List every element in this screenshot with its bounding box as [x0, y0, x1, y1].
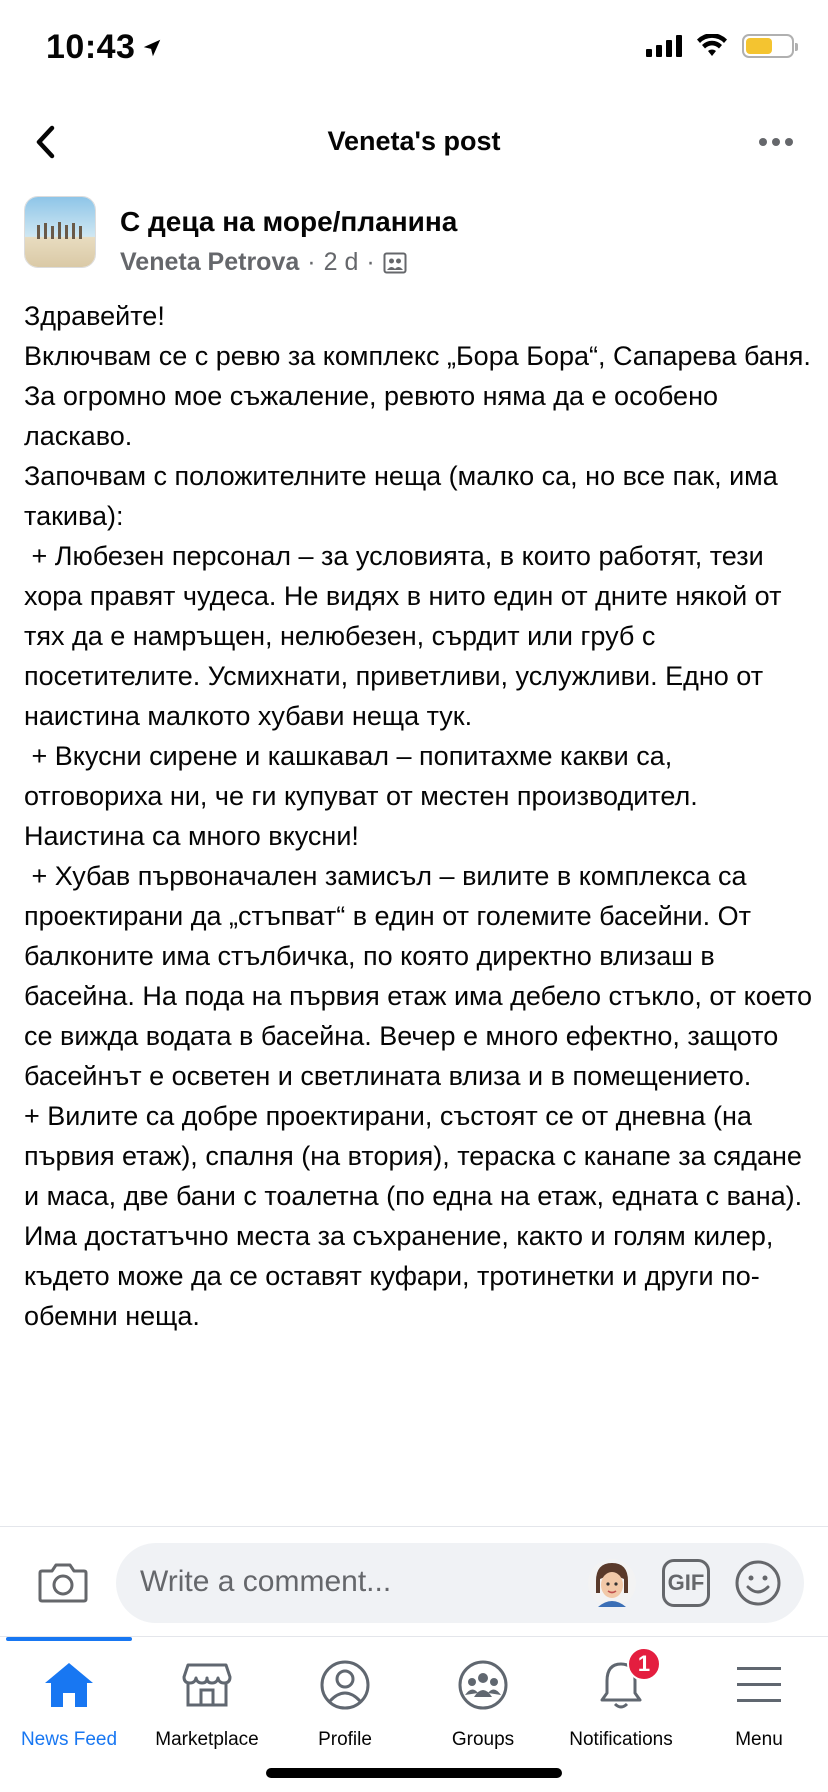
tab-label: Groups [451, 1729, 515, 1750]
wifi-icon [696, 34, 728, 58]
groups-icon [453, 1655, 513, 1715]
tab-label: Marketplace [155, 1729, 259, 1750]
group-name[interactable]: С деца на море/планина [120, 206, 458, 237]
group-photo-icon [25, 197, 96, 268]
more-options-button[interactable] [752, 124, 800, 160]
comment-placeholder: Write a comment... [140, 1565, 392, 1598]
tab-notifications[interactable] [552, 1651, 690, 1765]
post-paragraph: + Хубав първоначален замисъл – вилите в комплекса са проектирани да „стъпват“ в един от големите басейни. От балконите има стълбичка, по която директно влизаш в басейна. На пода на първия етаж има дебело стъкло, от което се вижда водата в басейна. Вечер е много ефектно, защото басейнът е осветен и светлината влиза и в помещението. [24, 861, 820, 1091]
meta-separator-2: · [366, 248, 375, 276]
avatar-sticker-icon[interactable] [586, 1557, 638, 1609]
tab-marketplace[interactable] [138, 1655, 276, 1765]
page-title: Veneta's post [327, 126, 501, 156]
clock: 10:43 [46, 28, 136, 66]
notification-badge: 1 [627, 1647, 661, 1681]
post-text [24, 296, 820, 1336]
tab-groups[interactable] [414, 1655, 552, 1765]
post-paragraph: Започвам с положителните неща (малко са, но все пак, има такива): [24, 461, 786, 531]
author-name[interactable]: Veneta Petrova [120, 248, 300, 276]
post-paragraph: Включвам се с ревю за комплекс „Бора Бора“, Сапарева баня. [24, 341, 811, 371]
group-avatar[interactable] [24, 196, 96, 268]
post-paragraph: + Вилите са добре проектирани, състоят се от дневна (на първия етаж), спалня (на втория), тераска с канапе за сядане и маса, две бани с тоалетна (по една на етаж, едната с вана). Има достатъчно места за съхранение, както и голям килер, където може да се оставят куфари, тротинетки и други по-обемни неща. [24, 1101, 810, 1331]
cellular-signal-icon [646, 35, 682, 57]
post-time[interactable]: 2 d [323, 248, 359, 276]
status-bar [0, 0, 828, 100]
post-paragraph: За огромно мое съжаление, ревюто няма да е особено ласкаво. [24, 381, 726, 451]
active-tab-indicator [6, 1637, 132, 1641]
gif-button[interactable]: GIF [662, 1559, 710, 1607]
post-paragraph: + Любезен персонал – за условията, в които работят, тези хора правят чудеса. Не видях в нито един от дните някой от тях да е намръщен, нелюбезен, сърдит или груб с посетителите. Усмихнати, приветливи, услужливи. Едно от наистина малкото хубави неща тук. [24, 541, 789, 731]
comment-bar [0, 1526, 828, 1636]
post-meta [120, 248, 407, 277]
post-paragraph: Здравейте! [24, 301, 165, 331]
meta-separator: · [307, 248, 316, 276]
group-audience-icon [383, 252, 407, 274]
menu-icon [729, 1655, 789, 1715]
camera-icon [38, 1561, 88, 1603]
bottom-tab-bar [0, 1636, 828, 1792]
status-indicators [646, 34, 794, 58]
profile-icon [315, 1655, 375, 1715]
tab-menu[interactable] [690, 1655, 828, 1765]
bell-icon [591, 1651, 651, 1715]
comment-input[interactable] [116, 1543, 804, 1623]
post-author-block [24, 196, 804, 280]
battery-icon [742, 34, 794, 58]
home-indicator [266, 1768, 562, 1778]
tab-label: News Feed [20, 1729, 118, 1750]
tab-label: Profile [318, 1729, 372, 1750]
post-header-bar [0, 110, 828, 174]
location-arrow-icon [141, 37, 163, 59]
tab-news-feed[interactable] [0, 1655, 138, 1765]
home-icon [39, 1655, 99, 1715]
more-dots-icon [758, 137, 794, 147]
tab-label: Notifications [569, 1729, 673, 1750]
camera-button[interactable] [36, 1555, 90, 1609]
status-time [46, 28, 163, 67]
emoji-icon[interactable] [734, 1559, 782, 1607]
post-paragraph: + Вкусни сирене и кашкавал – попитахме какви са, отговориха ни, че ги купуват от местен производител. Наистина са много вкусни! [24, 741, 706, 851]
marketplace-icon [177, 1655, 237, 1715]
tab-profile[interactable] [276, 1655, 414, 1765]
tab-label: Menu [735, 1729, 783, 1750]
